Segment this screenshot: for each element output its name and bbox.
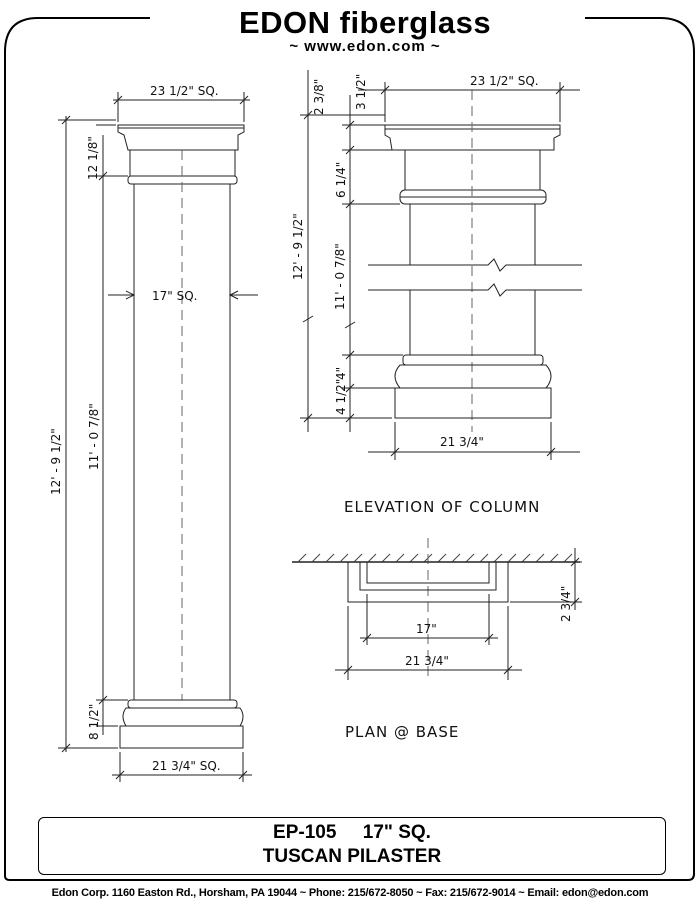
left-capital-height-label: 12 1/8"	[86, 136, 100, 180]
left-top-width-label: 23 1/2" SQ.	[150, 84, 219, 98]
right-base-width-label: 21 3/4"	[440, 435, 484, 449]
plan-label: PLAN @ BASE	[345, 723, 460, 741]
footer-contact: Edon Corp. 1160 Easton Rd., Horsham, PA 19044 ~ Phone: 215/672-8050 ~ Fax: 215/672-9014 ~ Email: edon@edon.com	[51, 887, 649, 899]
right-shaft-height-label: 11' - 0 7/8"	[333, 243, 347, 310]
plan-inner-width-label: 17"	[416, 622, 437, 636]
left-base-height-label: 8 1/2"	[87, 703, 101, 740]
right-overall-height-label: 12' - 9 1/2"	[291, 213, 305, 280]
left-base-width-label: 21 3/4" SQ.	[152, 759, 221, 773]
plan-depth-label: 2 3/4"	[559, 585, 573, 622]
right-top-width-label: 23 1/2" SQ.	[470, 74, 539, 88]
right-dim-top-b: 3 1/2"	[354, 73, 368, 110]
right-dim-torus: 4"	[334, 366, 348, 380]
title-box	[38, 817, 666, 875]
right-dim-plinth: 4 1/2"	[334, 378, 348, 415]
left-overall-height-label: 12' - 9 1/2"	[49, 428, 63, 495]
left-shaft-width-label: 17" SQ.	[152, 289, 198, 303]
plan-outer-width-label: 21 3/4"	[405, 654, 449, 668]
brand-title: EDON fiberglass	[238, 5, 492, 40]
product-name-title: TUSCAN PILASTER	[262, 846, 442, 867]
elevation-label: ELEVATION OF COLUMN	[344, 498, 541, 516]
right-dim-neck: 6 1/4"	[334, 161, 348, 198]
left-shaft-height-label: 11' - 0 7/8"	[87, 403, 101, 470]
website-link[interactable]: ~ www.edon.com ~	[289, 38, 441, 55]
right-dim-top-a: 2 3/8"	[312, 78, 326, 115]
product-code-title: EP-105 17" SQ.	[273, 822, 431, 843]
